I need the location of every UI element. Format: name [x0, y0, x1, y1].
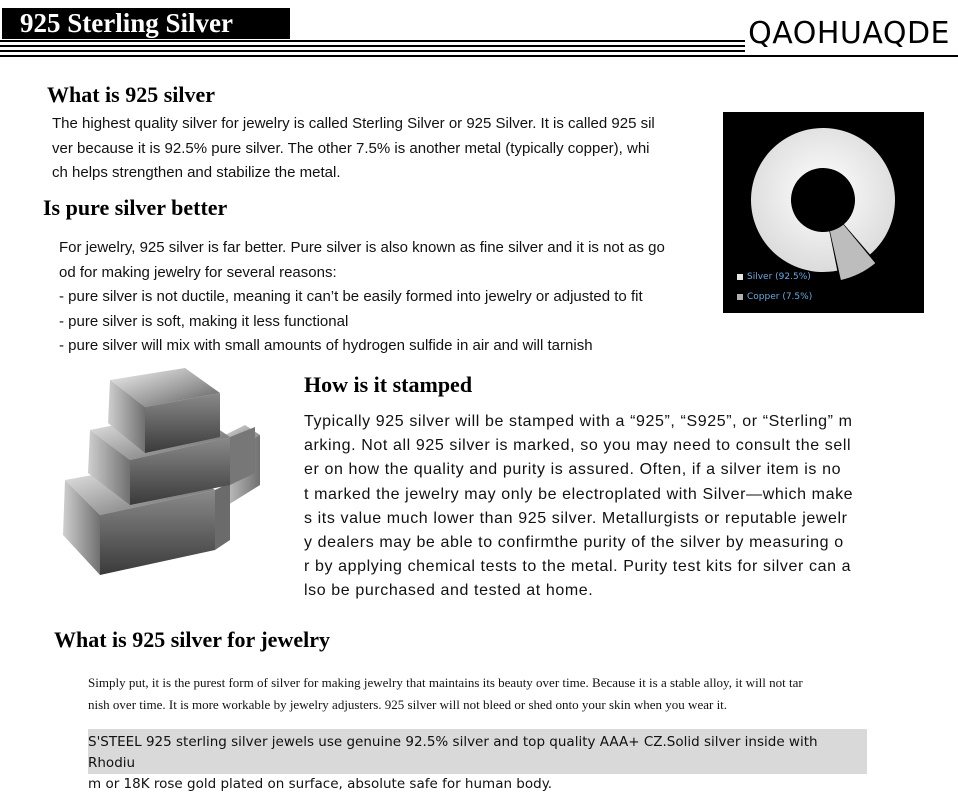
text-line: - pure silver will mix with small amounts of hydrogen sulfide in air and will tarnish: [59, 337, 593, 354]
text-line: - pure silver is not ductile, meaning it can’t be easily formed into jewelry or adjusted to fit: [59, 288, 643, 305]
page-title: 925 Sterling Silver: [2, 8, 290, 39]
text-line: nish over time. It is more workable by jewelry adjusters. 925 silver will not bleed or shed onto your skin when you wear it.: [88, 697, 728, 712]
section-body-stamped: [304, 410, 904, 604]
header-rule-2: [0, 45, 745, 47]
note-line: m or 18K rose gold plated on surface, absolute safe for human body.: [88, 776, 553, 792]
silver-bars-image: [55, 365, 275, 580]
product-note-box: [88, 729, 867, 792]
section-body-for-jewelry: [88, 672, 888, 716]
text-line: r by applying chemical tests to the metal. Purity test kits for silver can a: [304, 558, 852, 576]
legend-copper-swatch: [737, 294, 743, 300]
text-line: ver because it is 92.5% pure silver. The other 7.5% is another metal (typically copper), whi: [52, 139, 650, 157]
section-body-what-is-925: [52, 112, 712, 186]
silver-copper-pie-graphic: [723, 112, 924, 313]
text-line: Simply put, it is the purest form of silver for making jewelry that maintains its beauty over time. Because it is a stable alloy, it will not tar: [88, 675, 803, 690]
silver-slice: [751, 128, 895, 272]
legend-silver-label: Silver (92.5%): [747, 272, 811, 282]
text-line: lso be purchased and tested at home.: [304, 582, 594, 600]
header-rule-3: [0, 50, 745, 52]
header-rule-4: [0, 55, 958, 57]
section-heading-pure-silver: Is pure silver better: [43, 195, 228, 220]
header-rule-1: [0, 40, 745, 42]
silver-bars-graphic: [55, 365, 275, 580]
text-line: arking. Not all 925 silver is marked, so you may need to consult the sell: [304, 437, 852, 455]
section-heading-what-is-925: What is 925 silver: [47, 82, 216, 107]
text-line: od for making jewelry for several reasons:: [59, 263, 337, 281]
text-line: y dealers may be able to confirmthe purity of the silver by measuring o: [304, 534, 844, 552]
text-line: ch helps strengthen and stabilize the metal.: [52, 164, 341, 181]
text-line: The highest quality silver for jewelry is called Sterling Silver or 925 Silver. It is called 925 sil: [52, 115, 655, 132]
text-line: er on how the quality and purity is assured. Often, if a silver item is no: [304, 461, 842, 479]
silver-composition-image: [723, 112, 924, 313]
section-heading-stamped: How is it stamped: [304, 372, 473, 397]
brand-logo: QAOHUAQDE: [748, 16, 950, 51]
text-line: s its value much lower than 925 silver. Metallurgists or reputable jewelr: [304, 509, 848, 527]
section-body-pure-silver: [59, 236, 724, 359]
text-line: Typically 925 silver will be stamped with a “925”, “S925”, or “Sterling” m: [304, 413, 853, 430]
legend-silver-swatch: [737, 274, 743, 280]
legend-copper-label: Copper (7.5%): [747, 292, 813, 302]
legend-silver: [737, 272, 811, 282]
text-line: t marked the jewelry may only be electroplated with Silver—which make: [304, 485, 854, 503]
note-line: S'STEEL 925 sterling silver jewels use genuine 92.5% silver and top quality AAA+ CZ.Solid silver inside with Rhodiu: [88, 734, 818, 771]
text-line: - pure silver is soft, making it less functional: [59, 312, 349, 330]
legend-copper: [737, 292, 812, 302]
text-line: For jewelry, 925 silver is far better. Pure silver is also known as fine silver and it is not as go: [59, 239, 665, 256]
section-heading-for-jewelry: What is 925 silver for jewelry: [54, 627, 330, 652]
